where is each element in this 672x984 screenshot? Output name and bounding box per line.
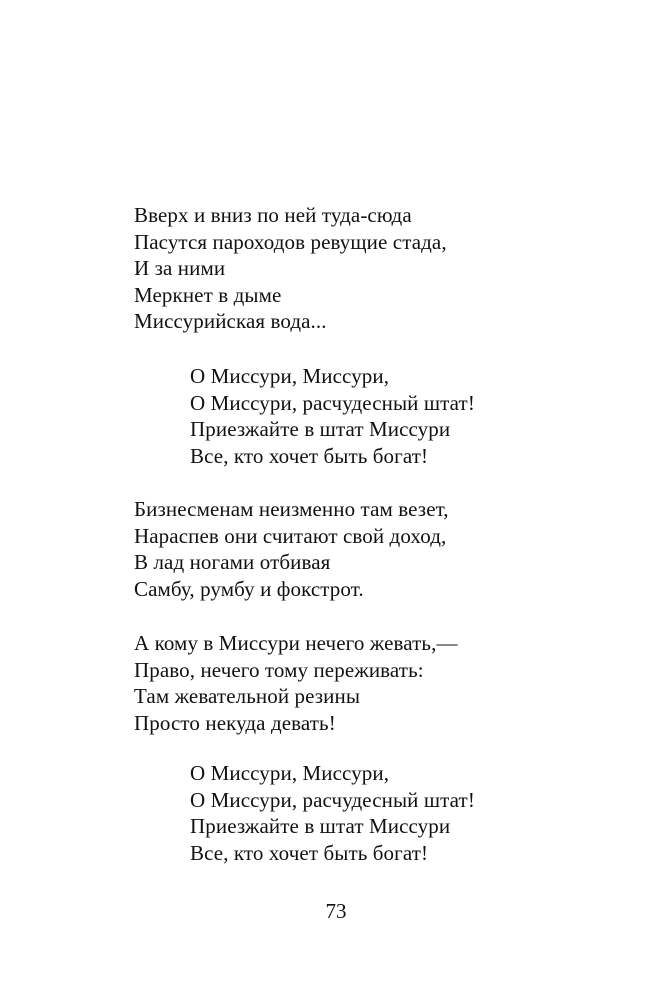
verse-line: О Миссури, Миссури, [190, 364, 390, 388]
verse-line: О Миссури, расчудесный штат! [190, 787, 475, 812]
verse-line: Все, кто хочет быть богат! [190, 840, 429, 865]
refrain-1 [190, 363, 475, 469]
verse-line: Самбу, румбу и фокстрот. [134, 576, 364, 601]
stanza-2 [134, 496, 449, 602]
verse-line: А кому в Миссури нечего жевать,— [134, 631, 458, 655]
verse-line: В лад ногами отбивая [134, 550, 331, 574]
verse-line: Миссурийская вода... [134, 309, 327, 333]
verse-line: Там жевательной резины [134, 684, 361, 708]
refrain-2 [190, 760, 475, 866]
verse-line: Пасутся пароходов ревущие стада, [134, 229, 447, 254]
verse-line: Меркнет в дыме [134, 282, 282, 307]
verse-line: Просто некуда девать! [134, 710, 336, 735]
verse-line: Право, нечего тому переживать: [134, 657, 424, 682]
stanza-1 [134, 202, 447, 335]
verse-line: Нараспев они считают свой доход, [134, 523, 447, 548]
verse-line: Бизнесменам неизменно там везет, [134, 497, 449, 521]
verse-line: И за ними [134, 256, 226, 280]
verse-line: О Миссури, Миссури, [190, 761, 390, 785]
verse-line: Приезжайте в штат Миссури [190, 814, 451, 838]
stanza-3 [134, 630, 458, 736]
verse-line: О Миссури, расчудесный штат! [190, 390, 475, 415]
verse-line: Вверх и вниз по ней туда-сюда [134, 203, 412, 227]
verse-line: Приезжайте в штат Миссури [190, 417, 451, 441]
verse-line: Все, кто хочет быть богат! [190, 443, 429, 468]
page-number: 73 [325, 899, 347, 923]
